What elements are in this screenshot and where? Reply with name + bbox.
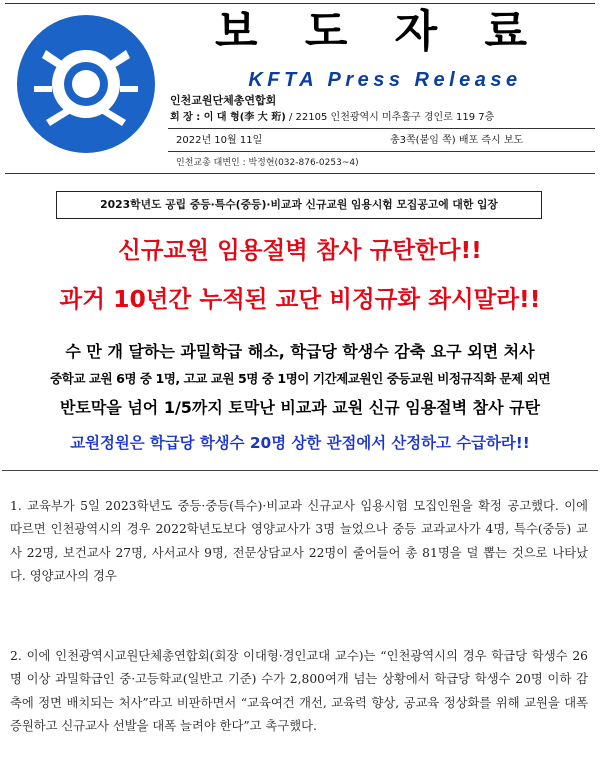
organization-name: 인천교원단체총연합회 — [170, 94, 277, 107]
body-paragraph-1: 1. 교육부가 5일 2023학년도 중등·중등(특수)·비교과 신규교사 임용시험 모집인원을 확정 공고했다. 이에 따르면 인천광역시의 경우 2022학년도보다 영양교사가 3명 늘었으나 중등 교과교사가 4명, 특수(중등) 교사 22명, 보건교사 27명, 사서교사 9명, 전문상담교사 22명이 줄어들어 총 81명을 덜 뽑는 것으로 나타났다. 영양교사의 경우 — [10, 499, 588, 583]
header-bottom-rule — [5, 173, 595, 174]
body-paragraph-2: 2. 이에 인천광역시교원단체총연합회(회장 이대형·경인교대 교수)는 “인천광역시의 경우 학급당 학생수 26명 이상 과밀학급인 중·고등학교(일반고 기준) 수가 2,800여개 넘는 상황에서 학급당 학생수 20명 이하 감축에 정면 배치되는 처사”라고 비판하면서 “교육여건 개선, 교육력 향상, 공교육 정상화를 위해 교원을 대폭 증원하고 신규교사 선발을 대폭 늘려야 한다”고 촉구했다. — [10, 649, 588, 733]
header-rule-2 — [168, 151, 595, 152]
spokesperson-contact: 인천교총 대변인 : 박정현(032-876-0253~4) — [176, 158, 359, 168]
section-divider — [2, 470, 598, 471]
subhead-2: 중학교 교원 6명 중 1명, 고교 교원 5명 중 1명이 기간제교원인 중등교원 비정규직화 문제 외면 — [49, 371, 550, 386]
press-release-subtitle: KFTA Press Release — [248, 69, 522, 91]
page-count-distribution: 총3쪽(붙임 쪽) 배포 즉시 보도 — [390, 135, 524, 146]
release-date: 2022년 10월 11일 — [176, 135, 263, 146]
subhead-4-demand: 교원정원은 학급당 학생수 20명 상한 관점에서 산정하고 수급하라!! — [70, 434, 530, 452]
headline-1: 신규교원 임용절벽 참사 규탄한다!! — [118, 236, 482, 264]
headline-2: 과거 10년간 누적된 교단 비정규화 좌시말라!! — [59, 285, 541, 313]
header-rule-1 — [168, 128, 595, 129]
topic-box: 2023학년도 공립 중등·특수(중등)·비교과 신규교원 임용시험 모집공고에 대한 입장 — [56, 191, 542, 219]
president-label: 회 장 : 이 대 형(李 大 珩) — [170, 112, 286, 123]
president-address-line — [170, 111, 494, 125]
kfta-logo-icon — [16, 14, 156, 154]
subhead-3: 반토막을 넘어 1/5까지 토막난 비교과 교원 신규 임용절벽 참사 규탄 — [59, 398, 541, 417]
press-release-title: 보 도 자 료 — [215, 6, 543, 57]
subhead-1: 수 만 개 달하는 과밀학급 해소, 학급당 학생수 감축 요구 외면 처사 — [65, 342, 535, 361]
address: / 22105 인천광역시 미추홀구 경인로 119 7층 — [285, 112, 495, 123]
